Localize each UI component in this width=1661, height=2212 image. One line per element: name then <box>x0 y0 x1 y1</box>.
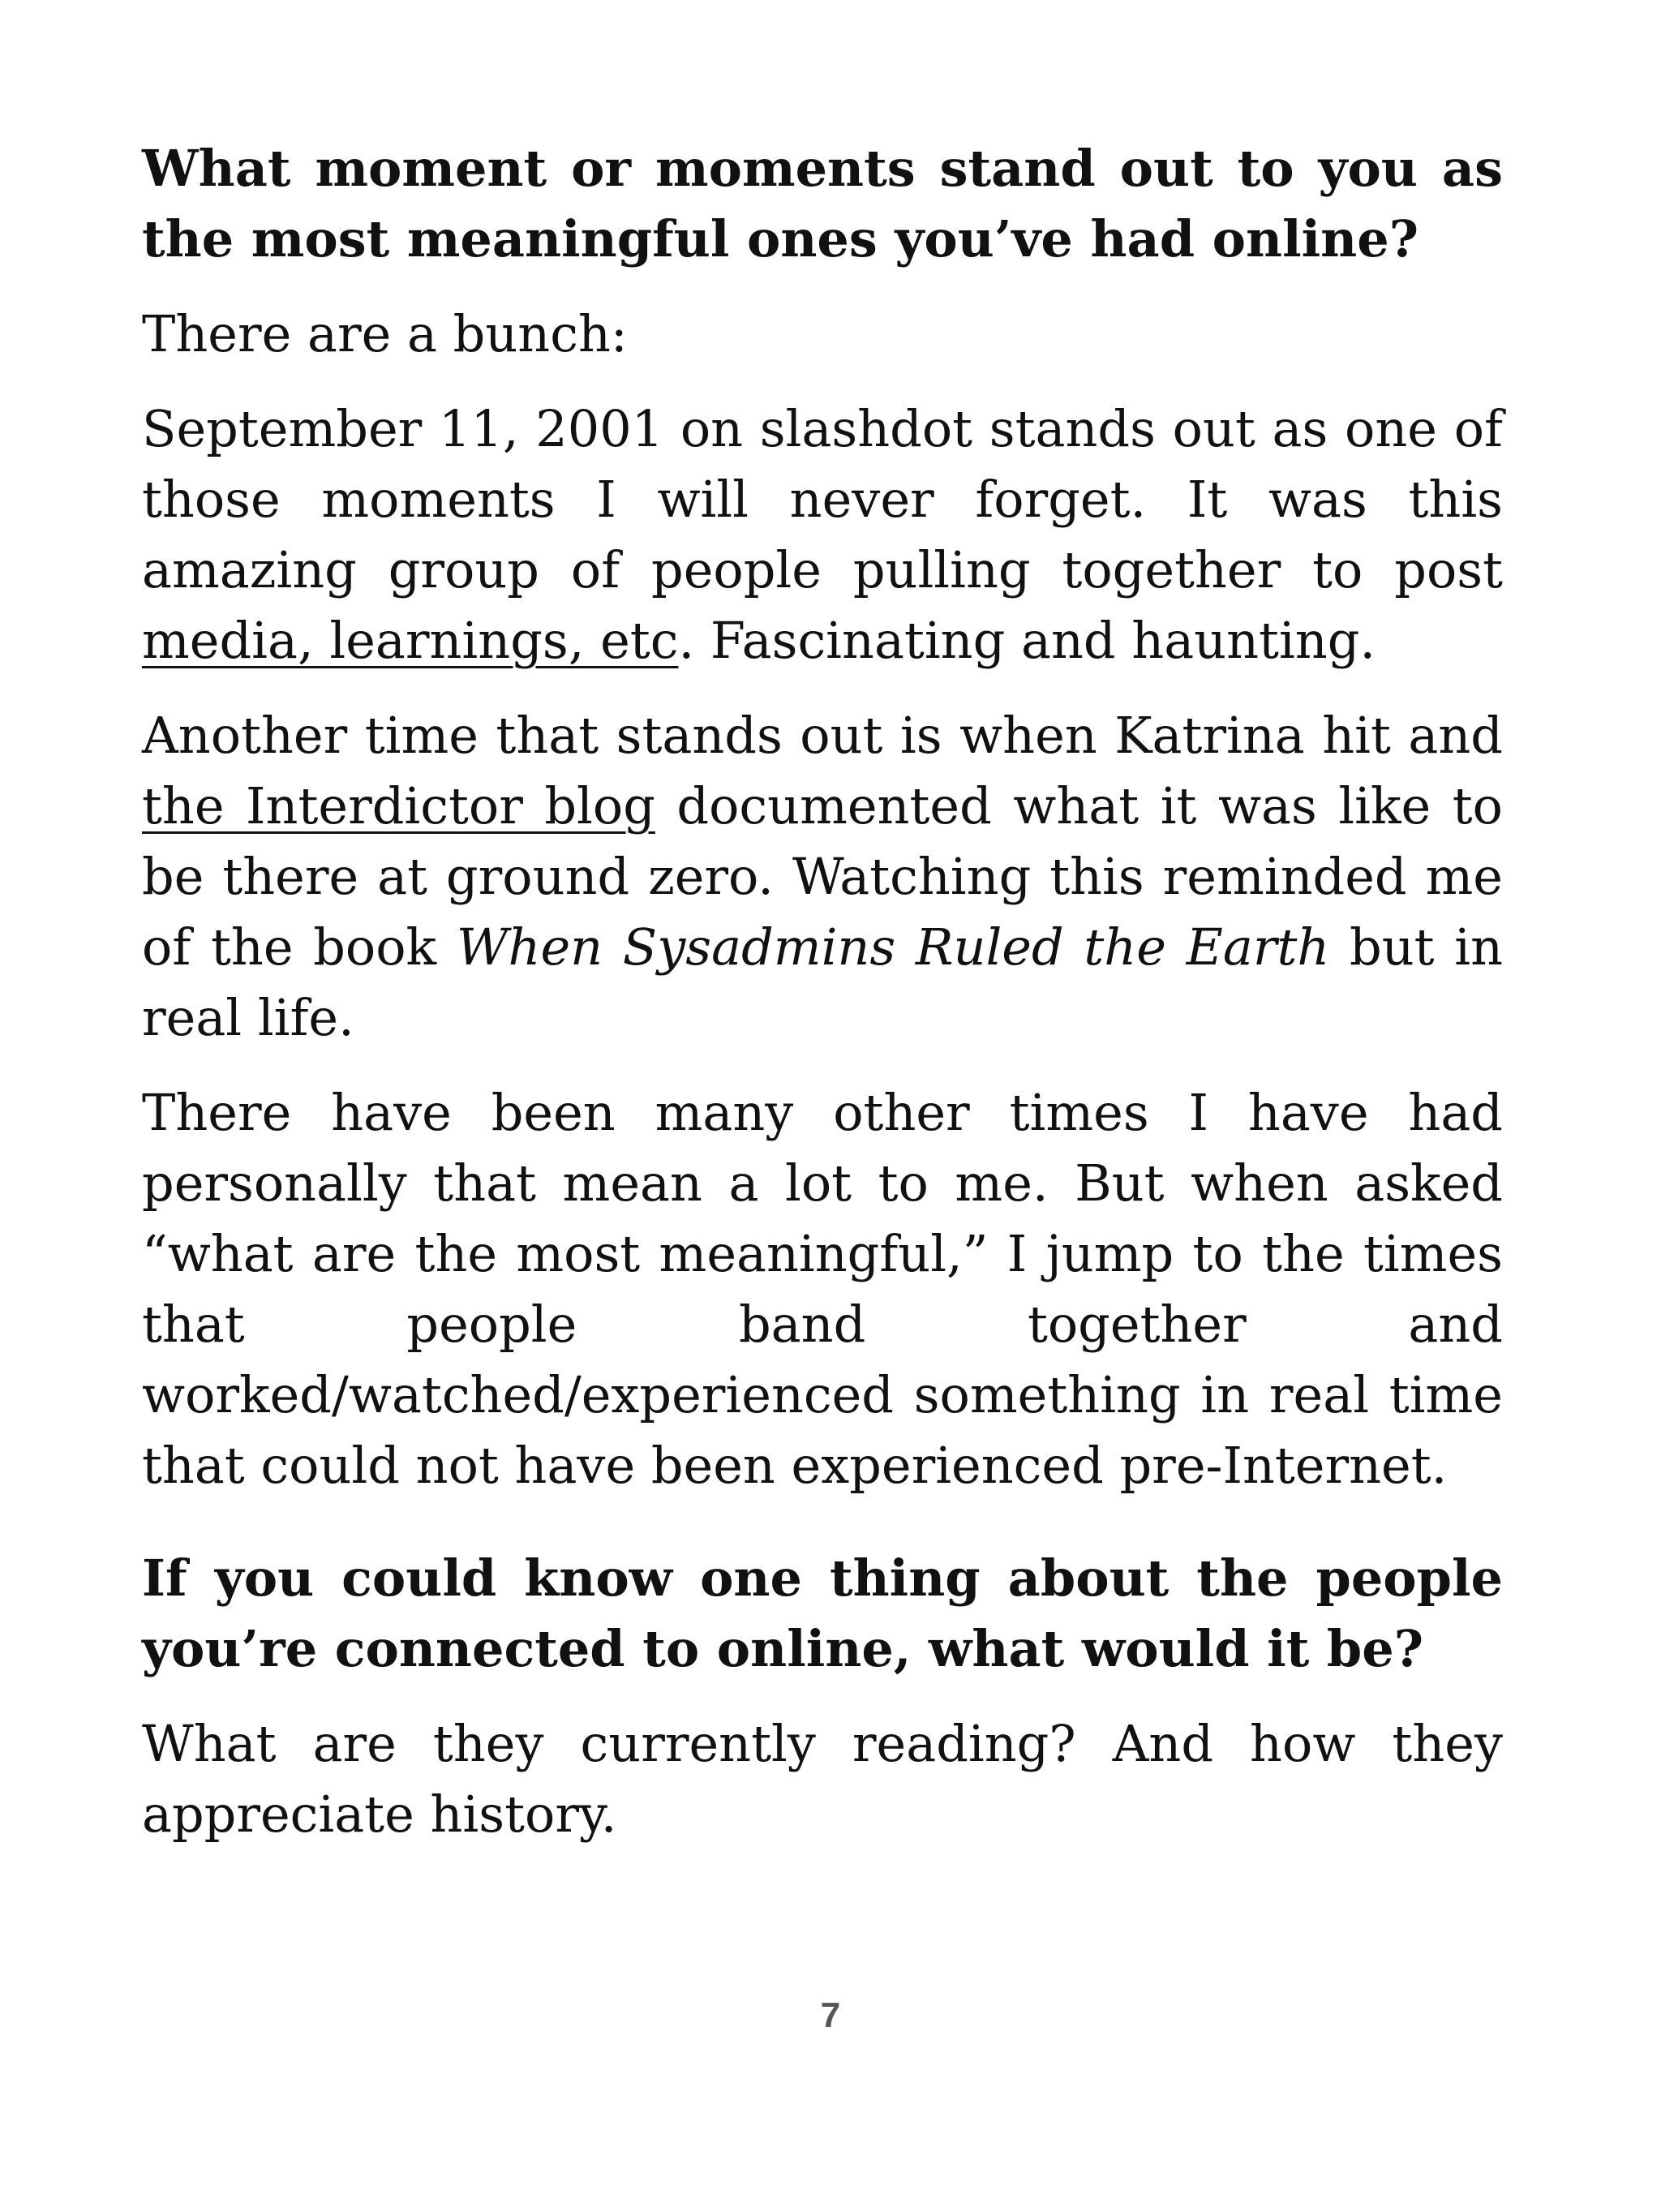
paragraph-text: but in real life. <box>142 917 1504 1047</box>
paragraph-text: documented what it was like to be there at ground zero. Watching this reminded me of the book <box>142 776 1503 977</box>
answer-paragraph-other-times: There have been many other times I have had personally that mean a lot to me. But when asked “what are the most meaningful,” I jump to the times that people band together and worked/watched/experienced something in real time that could not have been experienced pre-Internet. <box>142 1083 1503 1495</box>
paragraph-text: September 11, 2001 on slashdot stands out as one of those moments I will never forget. It was this amazing group of people pulling together to post <box>142 399 1503 599</box>
book-title: When Sysadmins Ruled the Earth <box>456 917 1330 977</box>
answer-paragraph-slashdot <box>142 393 1503 676</box>
interdictor-blog-link[interactable]: the Interdictor blog <box>142 776 655 835</box>
paragraph-text: . Fascinating and haunting. <box>678 611 1376 670</box>
page-content <box>142 133 1503 1874</box>
media-learnings-link[interactable]: media, learnings, etc <box>142 611 679 670</box>
question-meaningful-moments: What moment or moments stand out to you as the most meaningful ones you’ve had online? <box>142 139 1503 268</box>
answer-intro: There are a bunch: <box>142 304 628 363</box>
paragraph-text: Another time that stands out is when Katrina hit and <box>142 706 1503 765</box>
answer-reading-history: What are they currently reading? And how they appreciate history. <box>142 1714 1503 1844</box>
answer-paragraph-katrina <box>142 700 1503 1053</box>
page-number: 7 <box>820 1995 841 2035</box>
question-know-one-thing: If you could know one thing about the people you’re connected to online, what would it be? <box>142 1548 1503 1678</box>
